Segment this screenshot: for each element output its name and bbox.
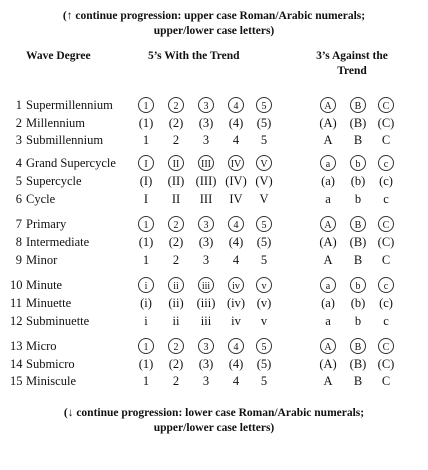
trend-wave-label bbox=[133, 233, 159, 251]
trend-wave-label-label: (1) bbox=[138, 116, 154, 130]
counter-trend-wave-label-label: c bbox=[383, 159, 389, 170]
counter-trend-wave-label-circled bbox=[345, 154, 371, 172]
trend-wave-label-circled bbox=[163, 96, 189, 114]
counter-trend-wave-label-label: a bbox=[325, 192, 331, 206]
table-row bbox=[0, 131, 428, 149]
trend-wave-label-label: 5 bbox=[260, 374, 268, 388]
trend-wave-label-label: V bbox=[259, 192, 269, 206]
counter-trend-wave-label-label: C bbox=[381, 374, 391, 388]
trend-wave-label-label: (2) bbox=[168, 235, 184, 249]
trend-wave-label-label: III bbox=[201, 159, 211, 170]
counter-trend-wave-label bbox=[373, 251, 399, 269]
counter-trend-wave-label bbox=[373, 233, 399, 251]
trend-wave-label bbox=[163, 131, 189, 149]
table-row bbox=[0, 372, 428, 390]
trend-wave-label-label: iv bbox=[231, 314, 241, 328]
wave-degree-header: Wave Degree bbox=[26, 50, 91, 62]
trend-wave-label-label: 2 bbox=[173, 342, 179, 353]
trend-wave-label-label: 4 bbox=[233, 220, 239, 231]
counter-trend-wave-label-label: (c) bbox=[379, 296, 393, 310]
counter-trend-wave-label bbox=[373, 172, 399, 190]
trend-wave-label bbox=[163, 372, 189, 390]
trend-wave-label bbox=[251, 190, 277, 208]
counter-trend-wave-label-label: (b) bbox=[350, 296, 366, 310]
counter-trend-wave-label-label: (A) bbox=[319, 235, 337, 249]
trend-wave-label-circled bbox=[133, 154, 159, 172]
trend-wave-label bbox=[193, 190, 219, 208]
trend-wave-label-label: II bbox=[171, 192, 181, 206]
counter-trend-wave-label-circled bbox=[373, 154, 399, 172]
row-number: 12 bbox=[10, 314, 23, 328]
counter-trend-wave-label-label: c bbox=[383, 281, 389, 292]
table-row bbox=[0, 215, 428, 233]
counter-trend-wave-label-label: B bbox=[354, 220, 362, 231]
wave-degree-name: Supermillennium bbox=[26, 98, 113, 112]
trend-wave-label bbox=[163, 355, 189, 373]
counter-trend-wave-label bbox=[345, 294, 371, 312]
trend-wave-label bbox=[163, 233, 189, 251]
counter-trend-wave-label-circled bbox=[315, 276, 341, 294]
trend-wave-label-label: 3 bbox=[203, 220, 209, 231]
trend-wave-label-circled bbox=[163, 154, 189, 172]
counter-trend-wave-label-label: c bbox=[383, 314, 389, 328]
counter-trend-wave-label-label: b bbox=[355, 159, 361, 170]
wave-degree-name: Miniscule bbox=[26, 374, 76, 388]
trend-wave-label bbox=[223, 251, 249, 269]
counter-trend-wave-label bbox=[345, 190, 371, 208]
trend-wave-label-label: (4) bbox=[228, 235, 244, 249]
table-row bbox=[0, 233, 428, 251]
counter-trend-wave-label-label: A bbox=[324, 101, 332, 112]
trend-wave-label bbox=[133, 251, 159, 269]
trend-wave-label-label: 3 bbox=[202, 374, 210, 388]
trend-wave-label-label: 1 bbox=[143, 101, 149, 112]
trend-wave-label-label: 5 bbox=[261, 342, 267, 353]
counter-trend-wave-label bbox=[373, 294, 399, 312]
trend-wave-label bbox=[223, 131, 249, 149]
table-row bbox=[0, 312, 428, 330]
counter-trend-wave-label-circled bbox=[315, 337, 341, 355]
bottom-note-line-1: (↓ continue progression: lower case Roman/Arabic numerals; bbox=[63, 407, 365, 419]
counter-trend-wave-label-label: C bbox=[382, 220, 390, 231]
counter-trend-wave-label-label: c bbox=[383, 192, 389, 206]
trend-wave-label-circled bbox=[223, 215, 249, 233]
row-number: 9 bbox=[15, 253, 22, 267]
counter-trend-wave-label bbox=[373, 131, 399, 149]
row-number: 15 bbox=[10, 374, 23, 388]
trend-wave-label-label: 2 bbox=[173, 220, 179, 231]
trend-wave-label-label: v bbox=[260, 314, 268, 328]
top-note-line-1: (↑ continue progression: upper case Roman/Arabic numerals; bbox=[62, 10, 366, 22]
trend-wave-label-label: 3 bbox=[203, 342, 209, 353]
trend-wave-label-label: (3) bbox=[198, 116, 214, 130]
row-number: 6 bbox=[15, 192, 22, 206]
trend-wave-label-label: 2 bbox=[172, 133, 180, 147]
wave-degree-name: Minuette bbox=[26, 296, 72, 310]
trend-wave-label bbox=[223, 312, 249, 330]
counter-trend-wave-label-label: b bbox=[354, 192, 362, 206]
trend-wave-label-label: i bbox=[144, 314, 148, 328]
trend-wave-label bbox=[251, 294, 277, 312]
trend-wave-label bbox=[223, 372, 249, 390]
counter-trend-wave-label bbox=[373, 114, 399, 132]
trend-wave-label-label: (2) bbox=[168, 116, 184, 130]
counter-trend-wave-label-label: B bbox=[354, 101, 362, 112]
counter-trend-wave-label bbox=[345, 312, 371, 330]
trend-wave-label-label: 2 bbox=[172, 253, 180, 267]
wave-degree-name: Subminuette bbox=[26, 314, 90, 328]
row-number: 7 bbox=[15, 217, 22, 231]
counter-trend-wave-label bbox=[315, 190, 341, 208]
counter-trend-wave-label bbox=[345, 233, 371, 251]
trend-wave-label-label: (V) bbox=[255, 174, 273, 188]
trend-wave-label-circled bbox=[193, 276, 219, 294]
counter-trend-wave-label-label: C bbox=[382, 101, 390, 112]
trend-wave-label-label: (ii) bbox=[168, 296, 184, 310]
counter-trend-wave-label-circled bbox=[345, 276, 371, 294]
trend-wave-label-circled bbox=[223, 276, 249, 294]
trend-wave-label-label: (4) bbox=[228, 357, 244, 371]
table-row bbox=[0, 294, 428, 312]
counter-trend-wave-label bbox=[373, 190, 399, 208]
trend-wave-label bbox=[193, 294, 219, 312]
trend-wave-label-label: 1 bbox=[143, 220, 149, 231]
trend-wave-label-circled bbox=[163, 215, 189, 233]
counter-trend-wave-label-label: (b) bbox=[350, 174, 366, 188]
table-row bbox=[0, 114, 428, 132]
trend-wave-label bbox=[251, 233, 277, 251]
counter-trend-wave-label-label: A bbox=[323, 374, 333, 388]
trend-wave-label-label: i bbox=[144, 281, 148, 292]
trend-wave-label-label: 4 bbox=[233, 101, 239, 112]
table-row bbox=[0, 154, 428, 172]
counter-trend-wave-label bbox=[315, 251, 341, 269]
trend-wave-label-label: iii bbox=[201, 281, 211, 292]
counter-trend-wave-label bbox=[315, 172, 341, 190]
trend-wave-label-label: 4 bbox=[232, 253, 240, 267]
trend-wave-label bbox=[163, 312, 189, 330]
counter-trend-wave-label-label: B bbox=[353, 133, 363, 147]
counter-trend-wave-label bbox=[315, 233, 341, 251]
trend-wave-label bbox=[133, 372, 159, 390]
trend-wave-label bbox=[223, 114, 249, 132]
counter-trend-wave-label-label: a bbox=[325, 159, 331, 170]
table-row bbox=[0, 190, 428, 208]
counter-trend-wave-label-label: (a) bbox=[321, 296, 335, 310]
counter-trend-wave-label-label: a bbox=[325, 314, 331, 328]
trend-wave-label-label: 3 bbox=[202, 253, 210, 267]
counter-trend-wave-label bbox=[373, 355, 399, 373]
trend-wave-label bbox=[223, 355, 249, 373]
trend-wave-label-label: 5 bbox=[261, 220, 267, 231]
trend-wave-label-circled bbox=[133, 215, 159, 233]
table-row bbox=[0, 172, 428, 190]
trend-wave-label bbox=[133, 114, 159, 132]
wave-degree-name: Submillennium bbox=[26, 133, 104, 147]
counter-trend-wave-label-label: a bbox=[325, 281, 331, 292]
trend-wave-label-circled bbox=[193, 154, 219, 172]
trend-wave-label-circled bbox=[133, 96, 159, 114]
counter-trend-wave-label-label: b bbox=[355, 281, 361, 292]
wave-degree-name: Micro bbox=[26, 339, 57, 353]
trend-wave-label-label: V bbox=[260, 159, 268, 170]
counter-trend-wave-label-label: (A) bbox=[319, 116, 337, 130]
with-trend-header: 5’s With the Trend bbox=[148, 50, 240, 62]
wave-degree-name: Minor bbox=[26, 253, 58, 267]
row-number: 5 bbox=[15, 174, 22, 188]
trend-wave-label bbox=[251, 114, 277, 132]
trend-wave-label-label: (IV) bbox=[225, 174, 247, 188]
row-number: 4 bbox=[15, 156, 22, 170]
trend-wave-label-circled bbox=[163, 337, 189, 355]
trend-wave-label-label: ii bbox=[173, 281, 179, 292]
trend-wave-label-label: (3) bbox=[198, 235, 214, 249]
trend-wave-label bbox=[133, 172, 159, 190]
trend-wave-label-label: (2) bbox=[168, 357, 184, 371]
counter-trend-wave-label bbox=[345, 114, 371, 132]
counter-trend-wave-label bbox=[345, 131, 371, 149]
counter-trend-wave-label-circled bbox=[315, 215, 341, 233]
trend-wave-label bbox=[251, 251, 277, 269]
trend-wave-label-label: (3) bbox=[198, 357, 214, 371]
trend-wave-label bbox=[163, 114, 189, 132]
trend-wave-label-label: (i) bbox=[140, 296, 152, 310]
counter-trend-wave-label-label: (C) bbox=[377, 235, 395, 249]
counter-trend-wave-label-circled bbox=[345, 96, 371, 114]
counter-trend-wave-label-label: B bbox=[353, 253, 363, 267]
trend-wave-label-label: iv bbox=[232, 281, 240, 292]
row-number: 3 bbox=[15, 133, 22, 147]
counter-trend-wave-label bbox=[373, 372, 399, 390]
row-number: 8 bbox=[15, 235, 22, 249]
trend-wave-label-circled bbox=[223, 154, 249, 172]
trend-wave-label bbox=[133, 294, 159, 312]
table-row bbox=[0, 337, 428, 355]
trend-wave-label-circled bbox=[193, 337, 219, 355]
trend-wave-label bbox=[223, 233, 249, 251]
counter-trend-wave-label-label: B bbox=[354, 342, 362, 353]
trend-wave-label-label: v bbox=[261, 281, 267, 292]
table-row bbox=[0, 355, 428, 373]
trend-wave-label-label: 2 bbox=[172, 374, 180, 388]
trend-wave-label-label: 4 bbox=[232, 374, 240, 388]
trend-wave-label-label: (4) bbox=[228, 116, 244, 130]
counter-trend-wave-label-label: A bbox=[323, 253, 333, 267]
trend-wave-label-label: IV bbox=[230, 159, 242, 170]
counter-trend-wave-label-label: (B) bbox=[349, 357, 367, 371]
counter-trend-wave-label-label: B bbox=[353, 374, 363, 388]
row-number: 14 bbox=[10, 357, 23, 371]
trend-wave-label-label: (v) bbox=[256, 296, 272, 310]
trend-wave-label-label: 5 bbox=[260, 253, 268, 267]
trend-wave-label bbox=[193, 172, 219, 190]
trend-wave-label bbox=[163, 172, 189, 190]
wave-degree-name: Supercycle bbox=[26, 174, 82, 188]
trend-wave-label bbox=[133, 355, 159, 373]
trend-wave-label bbox=[193, 114, 219, 132]
wave-degree-name: Intermediate bbox=[26, 235, 90, 249]
counter-trend-wave-label bbox=[345, 251, 371, 269]
wave-degree-name: Submicro bbox=[26, 357, 75, 371]
counter-trend-wave-label-label: (B) bbox=[349, 235, 367, 249]
trend-wave-label-circled bbox=[133, 276, 159, 294]
against-trend-header bbox=[300, 49, 404, 79]
counter-trend-wave-label-label: C bbox=[381, 133, 391, 147]
counter-trend-wave-label bbox=[373, 312, 399, 330]
trend-wave-label-circled bbox=[251, 215, 277, 233]
trend-wave-label-circled bbox=[223, 96, 249, 114]
wave-degree-name: Grand Supercycle bbox=[26, 156, 116, 170]
trend-wave-label-label: 5 bbox=[261, 101, 267, 112]
trend-wave-label bbox=[163, 190, 189, 208]
trend-wave-label bbox=[193, 131, 219, 149]
counter-trend-wave-label-circled bbox=[345, 337, 371, 355]
counter-trend-wave-label-circled bbox=[315, 154, 341, 172]
counter-trend-wave-label bbox=[315, 372, 341, 390]
counter-trend-wave-label-label: A bbox=[324, 220, 332, 231]
trend-wave-label bbox=[223, 190, 249, 208]
counter-trend-wave-label bbox=[345, 172, 371, 190]
top-note-line-2: upper/lower case letters) bbox=[153, 25, 275, 37]
trend-wave-label-circled bbox=[251, 154, 277, 172]
row-number: 1 bbox=[15, 98, 22, 112]
trend-wave-label bbox=[193, 233, 219, 251]
wave-degree-name: Cycle bbox=[26, 192, 56, 206]
trend-wave-label-circled bbox=[193, 96, 219, 114]
bottom-note-line-2: upper/lower case letters) bbox=[153, 422, 275, 434]
counter-trend-wave-label-label: (B) bbox=[349, 116, 367, 130]
trend-wave-label-label: 5 bbox=[260, 133, 268, 147]
trend-wave-label bbox=[163, 294, 189, 312]
row-number: 10 bbox=[10, 278, 23, 292]
trend-wave-label-label: 1 bbox=[142, 133, 150, 147]
counter-trend-wave-label bbox=[315, 131, 341, 149]
counter-trend-wave-label-label: C bbox=[381, 253, 391, 267]
top-progression-note bbox=[0, 9, 428, 39]
row-number: 11 bbox=[10, 296, 23, 310]
trend-wave-label-label: I bbox=[143, 192, 149, 206]
trend-wave-label bbox=[193, 251, 219, 269]
trend-wave-label-circled bbox=[251, 96, 277, 114]
counter-trend-wave-label-label: A bbox=[324, 342, 332, 353]
trend-wave-label bbox=[251, 131, 277, 149]
trend-wave-label bbox=[223, 172, 249, 190]
trend-wave-label-circled bbox=[223, 337, 249, 355]
row-number: 13 bbox=[10, 339, 23, 353]
wave-degree-name: Minute bbox=[26, 278, 63, 292]
counter-trend-wave-label bbox=[315, 114, 341, 132]
trend-wave-label bbox=[223, 294, 249, 312]
trend-wave-label-circled bbox=[251, 337, 277, 355]
trend-wave-label-label: 1 bbox=[142, 374, 150, 388]
counter-trend-wave-label-circled bbox=[373, 215, 399, 233]
trend-wave-label bbox=[193, 312, 219, 330]
counter-trend-wave-label-circled bbox=[373, 337, 399, 355]
trend-wave-label-label: (5) bbox=[256, 235, 272, 249]
trend-wave-label-label: I bbox=[144, 159, 148, 170]
counter-trend-wave-label bbox=[345, 355, 371, 373]
counter-trend-wave-label bbox=[315, 355, 341, 373]
trend-wave-label-label: (1) bbox=[138, 235, 154, 249]
trend-wave-label bbox=[251, 372, 277, 390]
row-number: 2 bbox=[15, 116, 22, 130]
trend-wave-label bbox=[251, 355, 277, 373]
bottom-progression-note bbox=[0, 406, 428, 436]
trend-wave-label-label: 3 bbox=[203, 101, 209, 112]
trend-wave-label bbox=[193, 372, 219, 390]
trend-wave-label-label: 4 bbox=[232, 133, 240, 147]
trend-wave-label-label: 1 bbox=[142, 253, 150, 267]
against-trend-header-line-1: 3’s Against the bbox=[316, 50, 388, 62]
trend-wave-label-label: III bbox=[199, 192, 213, 206]
trend-wave-label-circled bbox=[133, 337, 159, 355]
counter-trend-wave-label-label: (c) bbox=[379, 174, 393, 188]
trend-wave-label bbox=[251, 312, 277, 330]
trend-wave-label-label: iii bbox=[200, 314, 212, 328]
trend-wave-label-label: 3 bbox=[202, 133, 210, 147]
against-trend-header-line-2: Trend bbox=[337, 65, 367, 77]
counter-trend-wave-label-label: (A) bbox=[319, 357, 337, 371]
trend-wave-label-label: (I) bbox=[139, 174, 153, 188]
counter-trend-wave-label-circled bbox=[373, 276, 399, 294]
trend-wave-label bbox=[133, 190, 159, 208]
counter-trend-wave-label bbox=[345, 372, 371, 390]
wave-degree-name: Primary bbox=[26, 217, 67, 231]
trend-wave-label-label: (5) bbox=[256, 357, 272, 371]
counter-trend-wave-label bbox=[315, 294, 341, 312]
counter-trend-wave-label-label: (C) bbox=[377, 357, 395, 371]
trend-wave-label-label: IV bbox=[229, 192, 243, 206]
trend-wave-label-circled bbox=[251, 276, 277, 294]
counter-trend-wave-label-circled bbox=[373, 96, 399, 114]
counter-trend-wave-label-label: (a) bbox=[321, 174, 335, 188]
counter-trend-wave-label-label: A bbox=[323, 133, 333, 147]
table-row bbox=[0, 96, 428, 114]
trend-wave-label-label: 4 bbox=[233, 342, 239, 353]
trend-wave-label bbox=[133, 131, 159, 149]
counter-trend-wave-label-label: (C) bbox=[377, 116, 395, 130]
trend-wave-label-label: (iii) bbox=[196, 296, 216, 310]
trend-wave-label bbox=[193, 355, 219, 373]
trend-wave-label-label: ii bbox=[172, 314, 180, 328]
trend-wave-label-label: (iv) bbox=[226, 296, 246, 310]
trend-wave-label-label: (5) bbox=[256, 116, 272, 130]
trend-wave-label-circled bbox=[163, 276, 189, 294]
trend-wave-label-label: (II) bbox=[167, 174, 185, 188]
counter-trend-wave-label-circled bbox=[345, 215, 371, 233]
trend-wave-label-label: (III) bbox=[195, 174, 217, 188]
counter-trend-wave-label bbox=[315, 312, 341, 330]
counter-trend-wave-label-label: C bbox=[382, 342, 390, 353]
wave-degree-name: Millennium bbox=[26, 116, 86, 130]
counter-trend-wave-label-label: b bbox=[354, 314, 362, 328]
table-row bbox=[0, 276, 428, 294]
trend-wave-label-label: (1) bbox=[138, 357, 154, 371]
trend-wave-label-label: 2 bbox=[173, 101, 179, 112]
table-row bbox=[0, 251, 428, 269]
trend-wave-label bbox=[163, 251, 189, 269]
trend-wave-label-label: 1 bbox=[143, 342, 149, 353]
counter-trend-wave-label-circled bbox=[315, 96, 341, 114]
trend-wave-label bbox=[133, 312, 159, 330]
trend-wave-label bbox=[251, 172, 277, 190]
trend-wave-label-label: II bbox=[172, 159, 180, 170]
trend-wave-label-circled bbox=[193, 215, 219, 233]
